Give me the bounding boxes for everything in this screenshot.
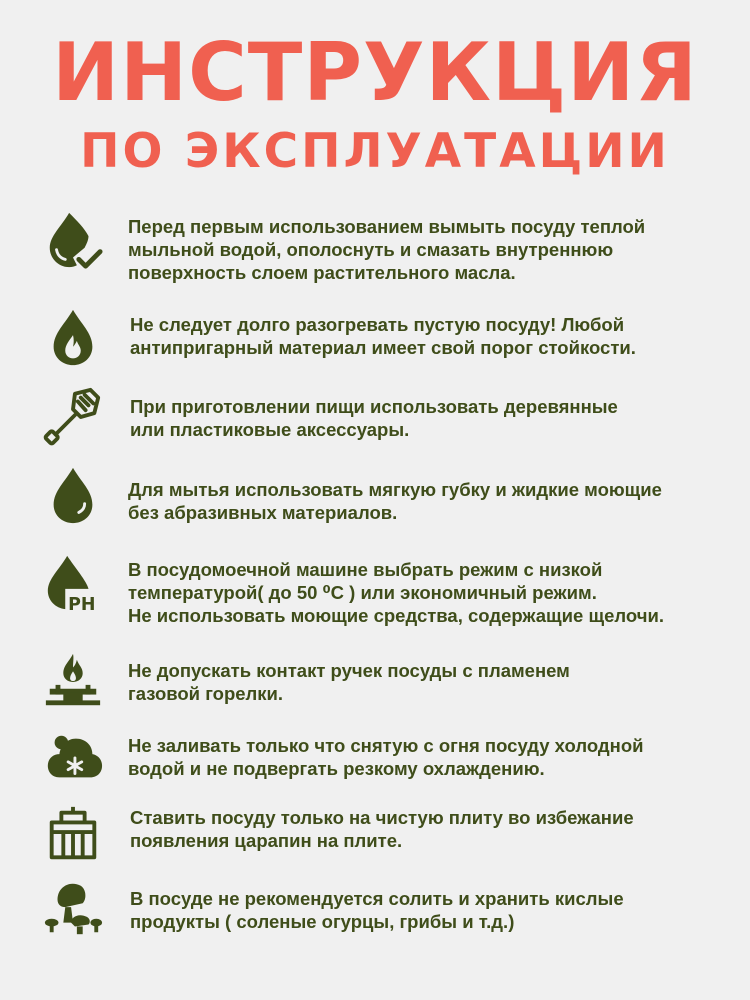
page-subtitle: ПО ЭКСПЛУАТАЦИИ — [80, 124, 670, 179]
instruction-text: В посудомоечной машине выбрать режим с низкой температурой( до 50 ⁰С ) или экономичный режим. Не использовать моющие средства, содержащие щелочи. — [128, 559, 664, 626]
instruction-text: В посуде не рекомендуется солить и хранить кислые продукты ( соленые огурцы, грибы и т.д.) — [130, 888, 624, 932]
gas-burner-icon — [42, 650, 104, 712]
instruction-text: Перед первым использованием вымыть посуду теплой мыльной водой, ополоснуть и смазать внутреннюю поверхность слоем растительного масла. — [128, 216, 646, 283]
instruction-text: Не допускать контакт ручек посуды с пламенем газовой горелки. — [128, 660, 570, 704]
instruction-text: Для мытья использовать мягкую губку и жидкие моющие без абразивных материалов. — [128, 479, 662, 523]
instruction-text: Не заливать только что снятую с огня посуду холодной водой и не подвергать резкому охлаждению. — [128, 735, 644, 779]
mushrooms-icon — [42, 878, 104, 940]
svg-text:PH: PH — [68, 595, 96, 614]
instruction-text: Ставить посуду только на чистую плиту во избежание появления царапин на плите. — [130, 807, 634, 851]
water-drop-icon — [42, 464, 104, 526]
cloud-snowflake-icon — [42, 727, 104, 789]
page-title: ИНСТРУКЦИЯ — [52, 26, 698, 119]
spatula-icon — [42, 386, 104, 448]
drop-check-icon — [42, 209, 104, 271]
instruction-text: При приготовлении пищи использовать деревянные или пластиковые аксессуары. — [130, 396, 618, 440]
drop-ph-icon — [42, 552, 104, 614]
drop-flame-icon — [42, 306, 104, 368]
stovetop-icon — [42, 803, 104, 865]
instruction-text: Не следует долго разогревать пустую посуду! Любой антипригарный материал имеет свой порог стойкости. — [130, 314, 636, 358]
